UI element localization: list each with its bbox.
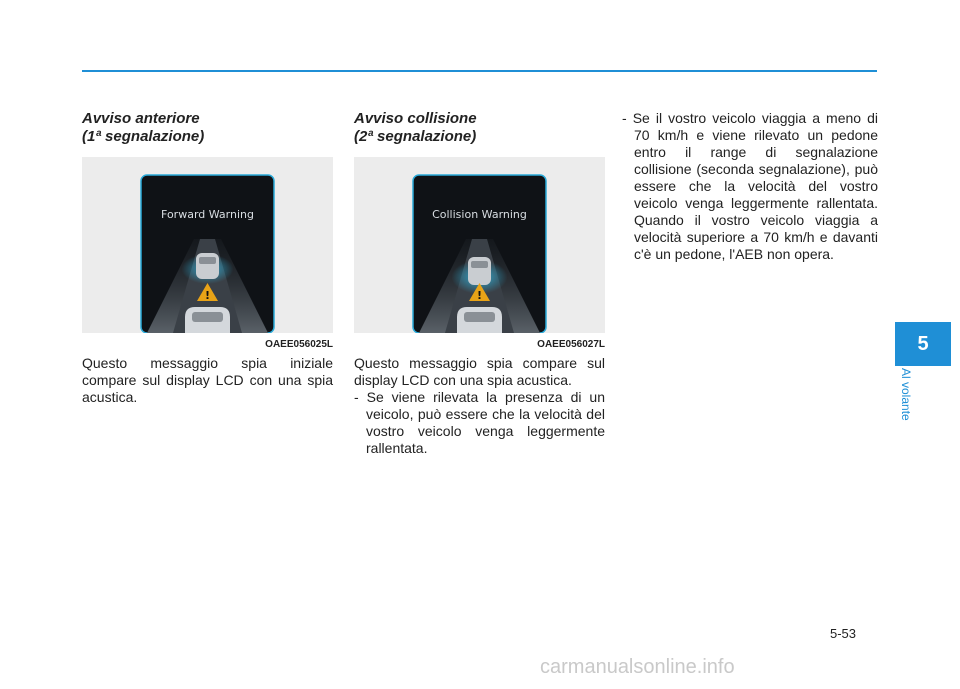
paragraph-text: Questo messaggio spia compare sul display LCD con una spia acustica. (354, 355, 605, 388)
chapter-tab[interactable]: 5 (895, 322, 951, 366)
paragraph-pedestrian (622, 110, 878, 263)
paragraph-collision-warning (354, 355, 605, 457)
figure-collision-warning (354, 157, 605, 333)
top-rule (82, 70, 877, 72)
section-collision-warning (354, 110, 606, 146)
heading-line1: Avviso collisione (354, 110, 477, 127)
car-ahead-icon (196, 253, 219, 279)
heading-forward-warning (82, 110, 334, 146)
heading-collision-warning (354, 110, 606, 146)
watermark: carmanualsonline.info (540, 656, 735, 678)
figure-forward-warning (82, 157, 333, 333)
chapter-label-text: Al volante (899, 368, 913, 421)
display-warning-text: Collision Warning (432, 208, 527, 221)
heading-line1: Avviso anteriore (82, 110, 200, 127)
lcd-display-illustration (354, 157, 605, 333)
section-forward-warning (82, 110, 334, 146)
paragraph-forward-warning: Questo messaggio spia iniziale compare sul display LCD con una spia acustica. (82, 355, 333, 405)
chapter-label (897, 368, 917, 442)
figure-code: OAEE056027L (537, 339, 605, 350)
page-number: 5-53 (830, 626, 857, 641)
bullet-pedestrian-detected: - Se il vostro veicolo viaggia a meno di 70 km/h e viene rilevato un pedone entro il range di segnalazione collisione (seconda segnalazione), può essere che la velocità del vostro veicolo venga leggermente rallentata. Quando il vostro veicolo viaggia a velocità superiore a 70 km/h e davanti c'è un pedone, l'AEB non opera. (622, 110, 878, 262)
display-warning-text: Forward Warning (161, 208, 254, 221)
lcd-display-illustration (82, 157, 333, 333)
svg-text:!: ! (204, 289, 211, 302)
svg-text:!: ! (476, 289, 483, 302)
heading-line2: (1ª segnalazione) (82, 128, 205, 145)
figure-code: OAEE056025L (265, 339, 333, 350)
bullet-vehicle-detected: - Se viene rilevata la presenza di un veicolo, può essere che la velocità del vostro veicolo venga leggermente rallentata. (354, 389, 605, 456)
heading-line2: (2ª segnalazione) (354, 128, 477, 145)
